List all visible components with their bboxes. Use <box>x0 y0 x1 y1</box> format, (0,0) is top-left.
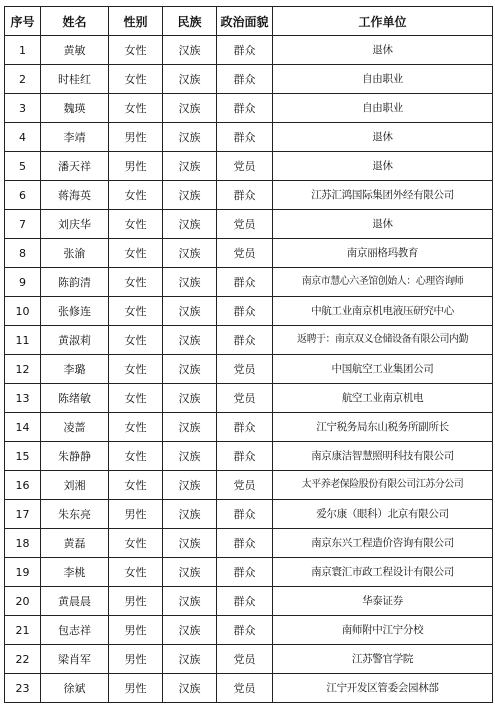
cell-gender: 男性 <box>109 645 163 674</box>
cell-political-status: 群众 <box>217 268 273 297</box>
cell-index: 12 <box>5 355 41 384</box>
cell-work-unit: 南师附中江宁分校 <box>273 616 493 645</box>
cell-gender: 男性 <box>109 616 163 645</box>
cell-index: 3 <box>5 94 41 123</box>
cell-name: 朱东亮 <box>41 500 109 529</box>
cell-name: 黄敏 <box>41 36 109 65</box>
table-row <box>5 645 493 674</box>
cell-work-unit: 江宁税务局东山税务所副所长 <box>273 413 493 442</box>
cell-ethnicity: 汉族 <box>163 326 217 355</box>
table-body <box>5 36 493 703</box>
cell-work-unit: 江宁开发区管委会园林部 <box>273 674 493 703</box>
cell-name: 李桃 <box>41 558 109 587</box>
cell-work-unit: 南京丽格玛教育 <box>273 239 493 268</box>
cell-ethnicity: 汉族 <box>163 65 217 94</box>
cell-ethnicity: 汉族 <box>163 674 217 703</box>
cell-political-status: 群众 <box>217 181 273 210</box>
cell-political-status: 党员 <box>217 674 273 703</box>
table-row <box>5 123 493 152</box>
cell-ethnicity: 汉族 <box>163 442 217 471</box>
table-row <box>5 181 493 210</box>
table-row <box>5 471 493 500</box>
table-row <box>5 384 493 413</box>
cell-gender: 女性 <box>109 355 163 384</box>
cell-work-unit: 南京东兴工程造价咨询有限公司 <box>273 529 493 558</box>
header-ethnicity: 民族 <box>163 7 217 36</box>
cell-ethnicity: 汉族 <box>163 500 217 529</box>
cell-ethnicity: 汉族 <box>163 384 217 413</box>
cell-work-unit: 航空工业南京机电 <box>273 384 493 413</box>
cell-index: 8 <box>5 239 41 268</box>
cell-gender: 男性 <box>109 587 163 616</box>
cell-name: 朱静静 <box>41 442 109 471</box>
cell-ethnicity: 汉族 <box>163 645 217 674</box>
cell-index: 6 <box>5 181 41 210</box>
cell-ethnicity: 汉族 <box>163 355 217 384</box>
cell-ethnicity: 汉族 <box>163 210 217 239</box>
cell-name: 张修连 <box>41 297 109 326</box>
cell-name: 李靖 <box>41 123 109 152</box>
table-row <box>5 529 493 558</box>
cell-political-status: 群众 <box>217 413 273 442</box>
cell-ethnicity: 汉族 <box>163 123 217 152</box>
cell-index: 23 <box>5 674 41 703</box>
cell-gender: 男性 <box>109 123 163 152</box>
member-table <box>4 6 493 703</box>
cell-gender: 女性 <box>109 442 163 471</box>
cell-ethnicity: 汉族 <box>163 587 217 616</box>
cell-gender: 女性 <box>109 297 163 326</box>
cell-ethnicity: 汉族 <box>163 558 217 587</box>
cell-name: 黄磊 <box>41 529 109 558</box>
cell-name: 潘天祥 <box>41 152 109 181</box>
table-row <box>5 36 493 65</box>
cell-name: 蒋海英 <box>41 181 109 210</box>
cell-political-status: 党员 <box>217 384 273 413</box>
cell-work-unit: 退休 <box>273 123 493 152</box>
cell-political-status: 群众 <box>217 297 273 326</box>
cell-work-unit: 退休 <box>273 36 493 65</box>
header-name: 姓名 <box>41 7 109 36</box>
cell-political-status: 党员 <box>217 152 273 181</box>
cell-gender: 女性 <box>109 210 163 239</box>
cell-name: 张渝 <box>41 239 109 268</box>
cell-political-status: 群众 <box>217 326 273 355</box>
cell-index: 7 <box>5 210 41 239</box>
cell-index: 9 <box>5 268 41 297</box>
cell-ethnicity: 汉族 <box>163 471 217 500</box>
cell-index: 1 <box>5 36 41 65</box>
cell-gender: 女性 <box>109 239 163 268</box>
cell-index: 15 <box>5 442 41 471</box>
cell-ethnicity: 汉族 <box>163 413 217 442</box>
table-row <box>5 587 493 616</box>
cell-gender: 女性 <box>109 65 163 94</box>
cell-work-unit: 南京寰汇市政工程设计有限公司 <box>273 558 493 587</box>
cell-work-unit: 爱尔康（眼科）北京有限公司 <box>273 500 493 529</box>
table-row <box>5 674 493 703</box>
cell-gender: 女性 <box>109 413 163 442</box>
cell-work-unit: 返聘于：南京双义仓储设备有限公司内勤 <box>273 326 493 355</box>
table-row <box>5 558 493 587</box>
cell-ethnicity: 汉族 <box>163 181 217 210</box>
cell-work-unit: 南京康洁智慧照明科技有限公司 <box>273 442 493 471</box>
cell-index: 11 <box>5 326 41 355</box>
cell-index: 16 <box>5 471 41 500</box>
table-row <box>5 65 493 94</box>
cell-name: 李璐 <box>41 355 109 384</box>
cell-name: 徐斌 <box>41 674 109 703</box>
cell-index: 17 <box>5 500 41 529</box>
cell-name: 黄淑莉 <box>41 326 109 355</box>
table-row <box>5 616 493 645</box>
cell-work-unit: 中国航空工业集团公司 <box>273 355 493 384</box>
cell-index: 19 <box>5 558 41 587</box>
cell-name: 魏瑛 <box>41 94 109 123</box>
cell-ethnicity: 汉族 <box>163 268 217 297</box>
cell-index: 5 <box>5 152 41 181</box>
cell-gender: 女性 <box>109 529 163 558</box>
cell-work-unit: 南京市慧心六圣馆创始人：心理咨询师 <box>273 268 493 297</box>
table-row <box>5 297 493 326</box>
table-row <box>5 326 493 355</box>
cell-work-unit: 江苏汇鸿国际集团外经有限公司 <box>273 181 493 210</box>
cell-political-status: 群众 <box>217 65 273 94</box>
cell-work-unit: 自由职业 <box>273 65 493 94</box>
cell-political-status: 群众 <box>217 442 273 471</box>
header-gender: 性别 <box>109 7 163 36</box>
table-row <box>5 355 493 384</box>
header-index: 序号 <box>5 7 41 36</box>
cell-index: 22 <box>5 645 41 674</box>
cell-ethnicity: 汉族 <box>163 239 217 268</box>
cell-gender: 女性 <box>109 384 163 413</box>
cell-political-status: 群众 <box>217 123 273 152</box>
table-row <box>5 94 493 123</box>
cell-name: 刘湘 <box>41 471 109 500</box>
cell-work-unit: 华泰证券 <box>273 587 493 616</box>
cell-name: 刘庆华 <box>41 210 109 239</box>
cell-political-status: 群众 <box>217 529 273 558</box>
cell-name: 包志祥 <box>41 616 109 645</box>
cell-political-status: 党员 <box>217 645 273 674</box>
cell-ethnicity: 汉族 <box>163 297 217 326</box>
header-political-status: 政治面貌 <box>217 7 273 36</box>
cell-work-unit: 太平养老保险股份有限公司江苏分公司 <box>273 471 493 500</box>
cell-gender: 女性 <box>109 326 163 355</box>
cell-name: 陈绪敏 <box>41 384 109 413</box>
cell-name: 时桂红 <box>41 65 109 94</box>
cell-name: 梁肖军 <box>41 645 109 674</box>
cell-name: 黄晨晨 <box>41 587 109 616</box>
cell-index: 18 <box>5 529 41 558</box>
cell-index: 2 <box>5 65 41 94</box>
cell-political-status: 党员 <box>217 355 273 384</box>
header-work-unit: 工作单位 <box>273 7 493 36</box>
cell-work-unit: 退休 <box>273 152 493 181</box>
cell-political-status: 党员 <box>217 471 273 500</box>
table-row <box>5 239 493 268</box>
cell-gender: 女性 <box>109 558 163 587</box>
cell-name: 陈韵清 <box>41 268 109 297</box>
table-row <box>5 442 493 471</box>
cell-ethnicity: 汉族 <box>163 152 217 181</box>
table-row <box>5 210 493 239</box>
cell-index: 20 <box>5 587 41 616</box>
cell-gender: 女性 <box>109 181 163 210</box>
cell-ethnicity: 汉族 <box>163 529 217 558</box>
cell-gender: 女性 <box>109 36 163 65</box>
cell-gender: 女性 <box>109 471 163 500</box>
cell-political-status: 群众 <box>217 500 273 529</box>
cell-index: 4 <box>5 123 41 152</box>
cell-political-status: 党员 <box>217 239 273 268</box>
cell-work-unit: 江苏警官学院 <box>273 645 493 674</box>
cell-index: 13 <box>5 384 41 413</box>
cell-index: 10 <box>5 297 41 326</box>
cell-name: 凌蔷 <box>41 413 109 442</box>
cell-work-unit: 自由职业 <box>273 94 493 123</box>
header-row <box>5 7 493 36</box>
cell-political-status: 群众 <box>217 616 273 645</box>
cell-work-unit: 退休 <box>273 210 493 239</box>
cell-political-status: 群众 <box>217 36 273 65</box>
table-row <box>5 268 493 297</box>
cell-gender: 男性 <box>109 674 163 703</box>
cell-ethnicity: 汉族 <box>163 94 217 123</box>
cell-index: 14 <box>5 413 41 442</box>
cell-gender: 男性 <box>109 500 163 529</box>
table-row <box>5 500 493 529</box>
cell-ethnicity: 汉族 <box>163 616 217 645</box>
cell-gender: 男性 <box>109 152 163 181</box>
cell-political-status: 群众 <box>217 558 273 587</box>
cell-political-status: 党员 <box>217 210 273 239</box>
cell-political-status: 群众 <box>217 587 273 616</box>
cell-gender: 女性 <box>109 94 163 123</box>
table-row <box>5 152 493 181</box>
member-table-container <box>4 6 492 703</box>
cell-work-unit: 中航工业南京机电液压研究中心 <box>273 297 493 326</box>
table-row <box>5 413 493 442</box>
cell-ethnicity: 汉族 <box>163 36 217 65</box>
cell-index: 21 <box>5 616 41 645</box>
cell-gender: 女性 <box>109 268 163 297</box>
cell-political-status: 群众 <box>217 94 273 123</box>
